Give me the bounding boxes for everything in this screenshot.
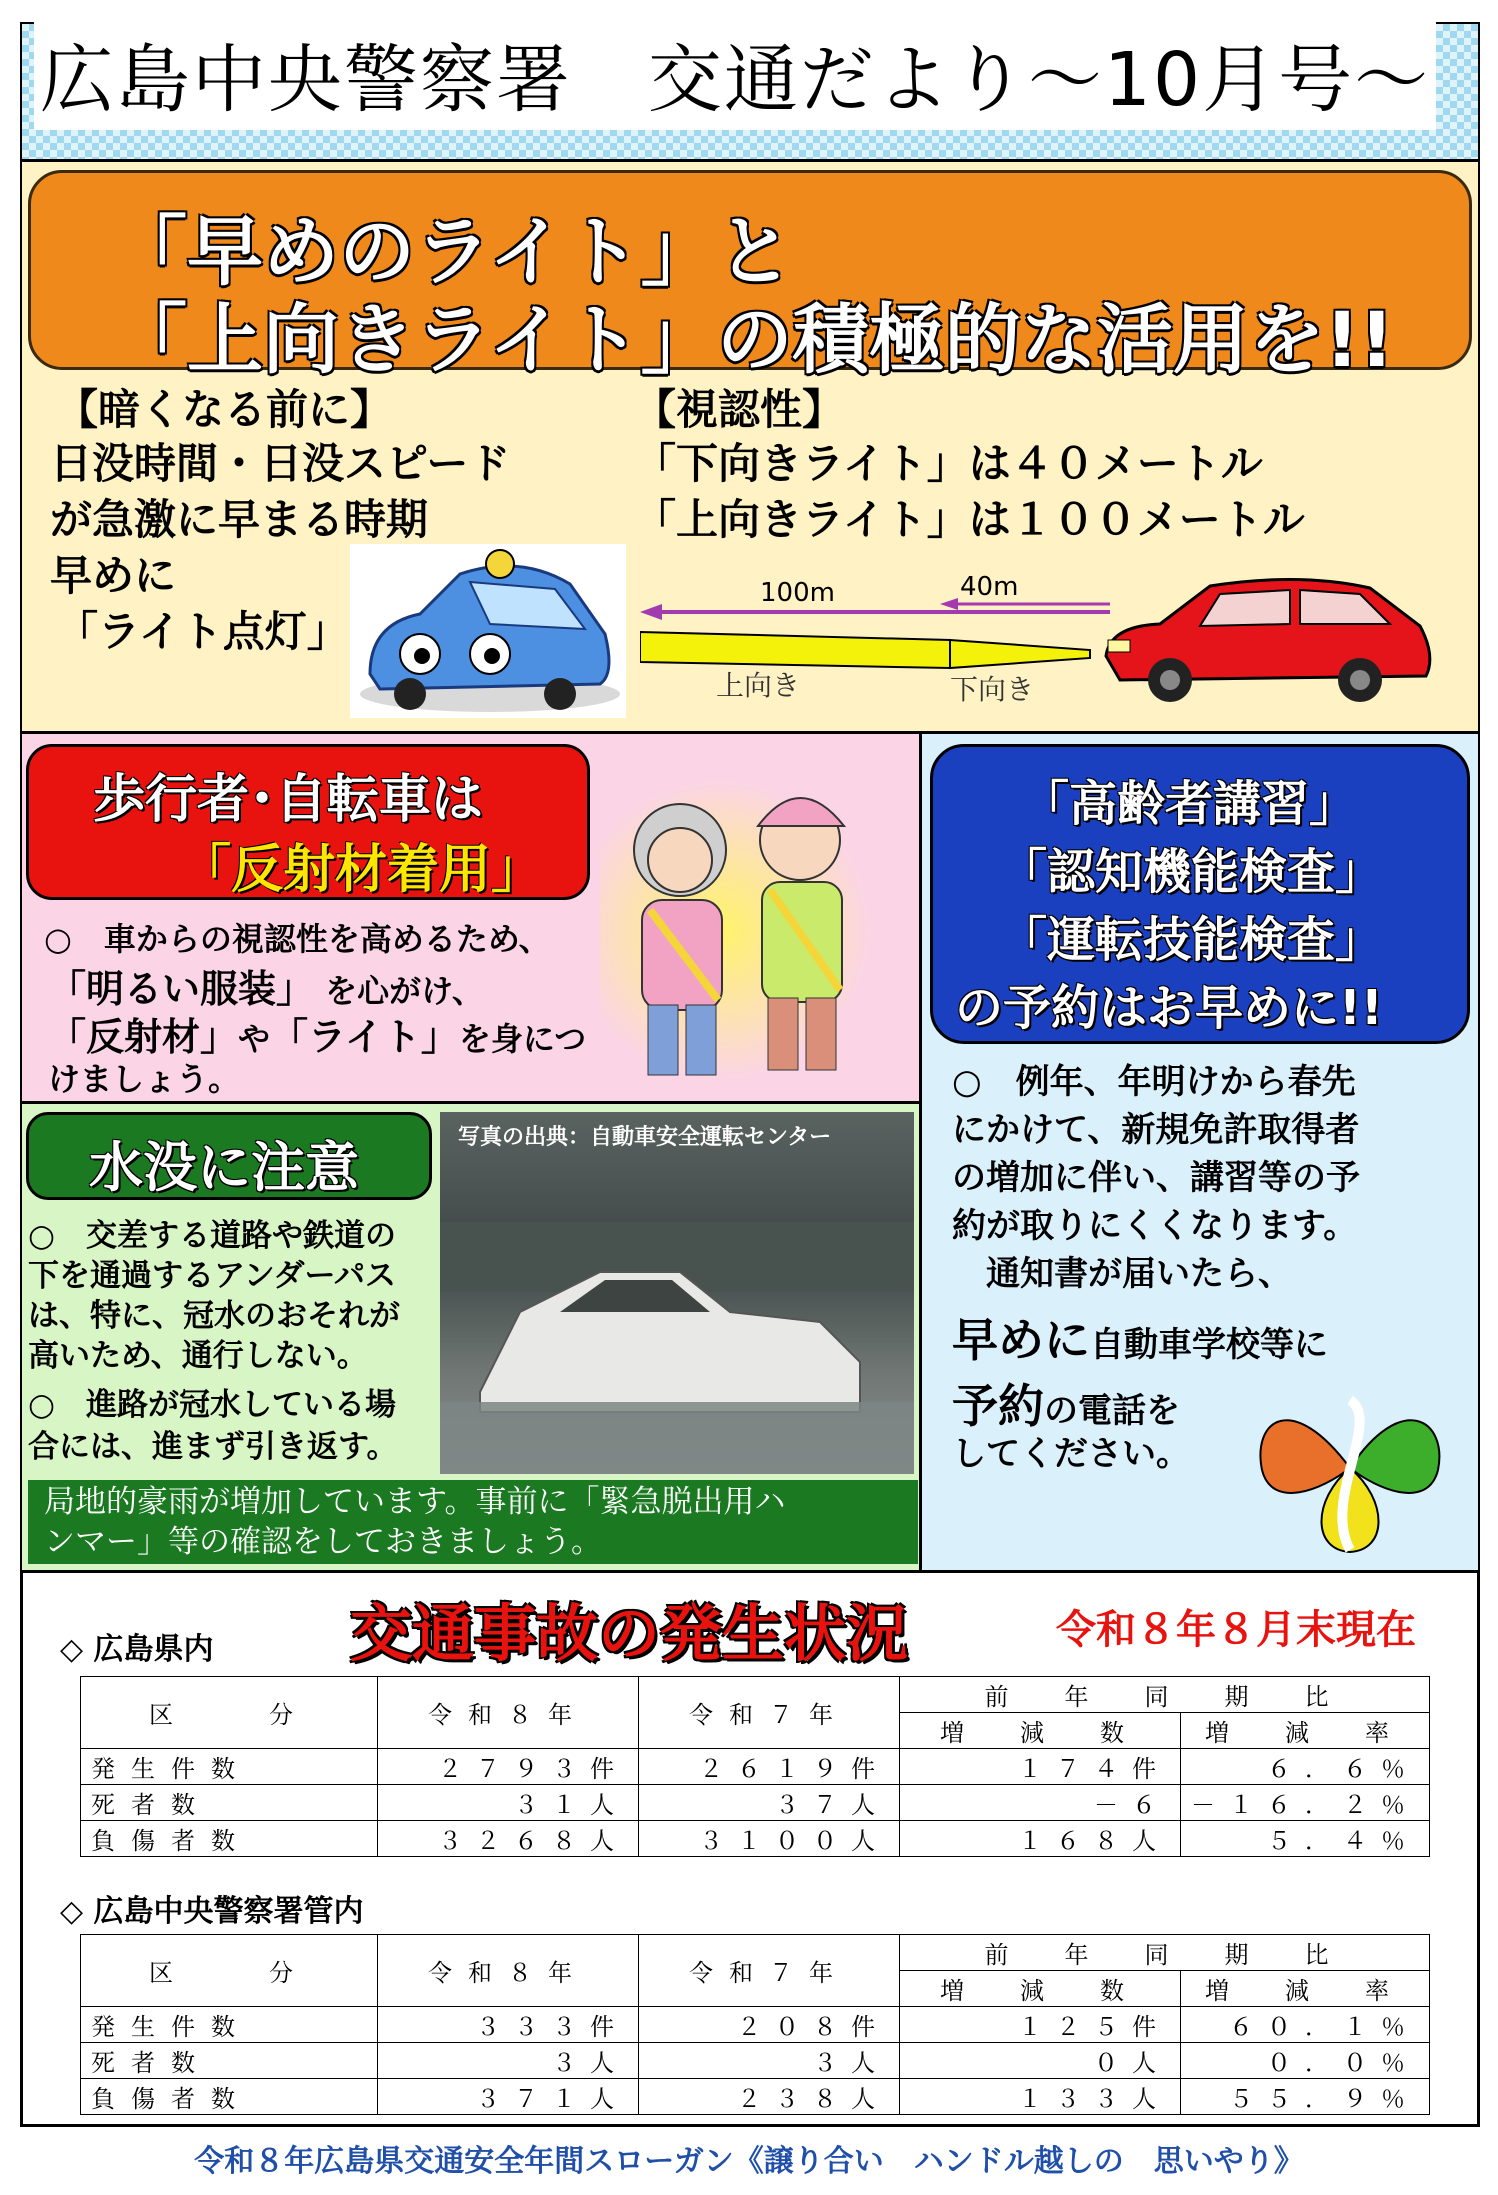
down-light-label: 下向き <box>950 673 1035 706</box>
reflector-body-3: 「反射材」や「ライト」を身につ <box>48 1015 587 1059</box>
dark-heading: 【暗くなる前に】 <box>56 385 393 434</box>
photo-credit: 写真の出典：自動車安全運転センター <box>458 1125 832 1150</box>
reflector-title-box <box>26 744 590 900</box>
header-category: 区 分 <box>81 1935 378 2007</box>
hammer-notice: 局地的豪雨が増加しています。事前に「緊急脱出用ハ ンマー」等の確認をしておきましょう。 <box>28 1480 918 1564</box>
header-r8: 令和８年 <box>378 1935 639 2007</box>
header-rate: 増 減 率 <box>1181 1971 1430 2007</box>
dark-line-3: 早めに <box>50 551 177 600</box>
elderly-early-line: 早めに自動車学校等に <box>952 1313 1328 1367</box>
blue-car-illustration <box>350 544 626 718</box>
dark-line-2: が急激に早まる時期 <box>50 495 429 544</box>
header-r8: 令和８年 <box>378 1677 639 1749</box>
header-diff: 増 減 数 <box>900 1971 1181 2007</box>
header-diff: 増 減 数 <box>900 1713 1181 1749</box>
senior-driver-mark-icon <box>1252 1380 1448 1556</box>
flooded-car-image <box>440 1112 914 1474</box>
reserve-emphasis: 予約 <box>952 1379 1044 1433</box>
visibility-heading: 【視認性】 <box>634 385 845 434</box>
red-car-illustration <box>1100 576 1440 706</box>
as-of-date: 令和８年８月末現在 <box>1056 1607 1416 1653</box>
elderly-title-3: 「運転技能検査」 <box>999 912 1384 968</box>
prefecture-label: ◇ 広島県内 <box>60 1632 214 1667</box>
elderly-body: ○ 例年、年明けから春先 にかけて、新規免許取得者 の増加に伴い、講習等の予 約が取りにくくなります。 通知書が届いたら、 <box>952 1062 1360 1294</box>
page-title: 広島中央警察署 交通だより～10月号～ <box>34 18 1436 130</box>
flood-paragraph-2: ○ 進路が冠水している場 合には、進まず引き返す。 <box>28 1387 398 1465</box>
reflector-body-1: ○ 車からの視認性を高めるため、 <box>44 920 551 958</box>
prefecture-stats-table <box>80 1676 1430 1857</box>
flood-title-box <box>26 1112 432 1200</box>
dark-line-1: 日没時間・日没スピード <box>50 439 511 488</box>
header-yoy: 前 年 同 期 比 <box>900 1677 1430 1713</box>
distance-40-label: 40m <box>960 572 1019 602</box>
table-row: 発生件数 ３３３件 ２０８件 １２５件 ６０．１％ <box>81 2007 1430 2043</box>
light-distance-diagram <box>640 596 1120 676</box>
table-row: 死者数 ３人 ３人 ０人 ０．０％ <box>81 2043 1430 2079</box>
reflector-title-1: 歩行者･自転車は <box>93 770 484 830</box>
table-row: 負傷者数 ３７１人 ２３８人 １３３人 ５５．９％ <box>81 2079 1430 2115</box>
table-row: 発生件数 ２７９３件 ２６１９件 １７４件 ６．６％ <box>81 1749 1430 1785</box>
table-row: 死者数 ３１人 ３７人 －６ －１６．２％ <box>81 1785 1430 1821</box>
lights-banner <box>28 170 1472 384</box>
elderly-title-2: 「認知機能検査」 <box>999 844 1384 900</box>
reflector-emphasis: 「反射材」 <box>48 1015 239 1059</box>
flood-paragraph-1: ○ 交差する道路や鉄道の 下を通過するアンダーパス は、特に、冠水のおそれが 高いため、通行しない。 <box>28 1218 400 1374</box>
elderly-last-line: してください。 <box>952 1434 1190 1474</box>
table-row: 負傷者数 ３２６８人 ３１００人 １６８人 ５．４％ <box>81 1821 1430 1857</box>
reflector-title-2: 「反射材着用」 <box>179 840 544 900</box>
header-yoy: 前 年 同 期 比 <box>900 1935 1430 1971</box>
visibility-line-2: 「上向きライト」は１００メートル <box>634 495 1305 544</box>
local-label: ◇ 広島中央警察署管内 <box>60 1894 364 1929</box>
bright-clothes-emphasis: 「明るい服装」 <box>48 967 315 1011</box>
elderly-title-box <box>930 744 1470 1044</box>
elderly-couple-illustration <box>600 760 910 1090</box>
up-light-label: 上向き <box>716 669 801 702</box>
dark-line-4: 「ライト点灯」 <box>56 607 349 656</box>
elderly-title-1: 「高齢者講習」 <box>1021 776 1358 832</box>
distance-100-label: 100m <box>760 578 835 608</box>
header-rate: 増 減 率 <box>1181 1713 1430 1749</box>
reflector-body-2: 「明るい服装」 を心がけ、 <box>48 967 484 1011</box>
elderly-title-4: の予約はお早めに!! <box>955 980 1383 1036</box>
header-category: 区 分 <box>81 1677 378 1749</box>
elderly-reserve-line: 予約の電話を <box>952 1379 1180 1433</box>
accident-title: 交通事故の発生状況 <box>350 1597 909 1670</box>
header-r7: 令和７年 <box>639 1935 900 2007</box>
visibility-line-1: 「下向きライト」は４０メートル <box>634 439 1263 488</box>
local-stats-table <box>80 1934 1430 2115</box>
flooded-car-photo <box>440 1112 914 1474</box>
banner-line-1: 「早めのライト」と <box>111 207 793 296</box>
banner-line-2: 「上向きライト」の積極的な活用を!! <box>111 295 1395 384</box>
reflector-body-4: けましょう。 <box>48 1060 241 1098</box>
light-emphasis: 「ライト」 <box>270 1015 459 1059</box>
section-divider <box>22 1570 1478 1573</box>
early-emphasis: 早めに <box>952 1313 1090 1367</box>
flood-title: 水没に注意 <box>89 1136 359 1199</box>
header-r7: 令和７年 <box>639 1677 900 1749</box>
safety-slogan: 令和８年広島県交通安全年間スローガン《譲り合い ハンドル越しの 思いやり》 <box>194 2144 1304 2179</box>
